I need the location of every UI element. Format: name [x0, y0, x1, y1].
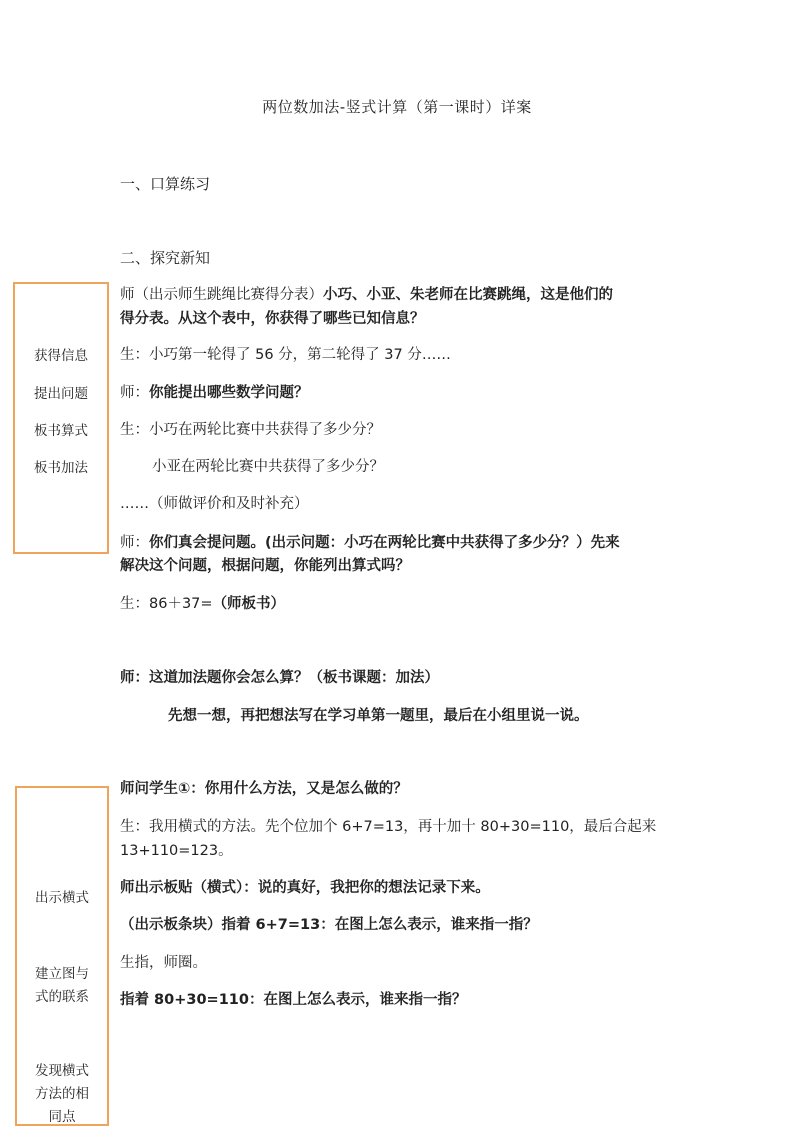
- margin-note: 同点: [48, 1109, 76, 1125]
- dialogue-line: [120, 382, 309, 404]
- dialogue-line: 师出示板贴（横式）：说的真好，我把你的想法记录下来。: [120, 880, 490, 896]
- text-span: 师：: [120, 535, 149, 551]
- dialogue-line: ……（师做评价和及时补充）: [120, 496, 309, 512]
- margin-note: 式的联系: [35, 989, 89, 1005]
- dialogue-line: [120, 593, 285, 615]
- text-span-bold: 你们真会提问题。(出示问题：小巧在两轮比赛中共获得了多少分？）先来: [149, 535, 620, 551]
- dialogue-line: 得分表。从这个表中，你获得了哪些已知信息？: [120, 311, 425, 327]
- margin-note-box-1: [13, 282, 109, 554]
- margin-note: 出示横式: [35, 890, 89, 906]
- dialogue-line: 生：小巧在两轮比赛中共获得了多少分？: [120, 422, 381, 438]
- margin-note: 提出问题: [34, 386, 88, 402]
- text-span-bold: 小巧、小亚、朱老师在比赛跳绳，这是他们的: [323, 287, 613, 303]
- dialogue-line: 生：小巧第一轮得了 56 分，第二轮得了 37 分……: [120, 347, 451, 363]
- margin-note: 板书加法: [34, 460, 88, 476]
- document-title: 两位数加法-竖式计算（第一课时）详案: [262, 98, 532, 116]
- dialogue-line: 小亚在两轮比赛中共获得了多少分？: [152, 459, 384, 475]
- dialogue-line: 13+110=123。: [120, 843, 233, 859]
- margin-note: 发现横式: [35, 1063, 89, 1079]
- text-span: 师（出示师生跳绳比赛得分表）: [120, 287, 323, 303]
- dialogue-line: 生指，师圈。: [120, 955, 207, 971]
- dialogue-line: （出示板条块）指着 6+7=13：在图上怎么表示，谁来指一指？: [120, 917, 538, 933]
- text-span-bold: （师板书）: [212, 596, 286, 612]
- text-span-bold: 你能提出哪些数学问题？: [149, 385, 309, 401]
- dialogue-line: [120, 284, 613, 306]
- dialogue-line: 先想一想，再把想法写在学习单第一题里，最后在小组里说一说。: [168, 708, 589, 724]
- margin-note: 板书算式: [34, 423, 88, 439]
- section-heading-oral-practice: 一、口算练习: [120, 175, 211, 193]
- margin-note: 建立图与: [35, 966, 89, 982]
- dialogue-line: 生：我用横式的方法。先个位加个 6+7=13，再十加十 80+30=110，最后合起来: [120, 819, 657, 835]
- dialogue-line: 指着 80+30=110：在图上怎么表示，谁来指一指？: [120, 992, 467, 1008]
- dialogue-line: 解决这个问题，根据问题，你能列出算式吗？: [120, 558, 410, 574]
- text-span: 师：: [120, 385, 149, 401]
- dialogue-line: 师：这道加法题你会怎么算？（板书课题：加法）: [120, 670, 439, 686]
- margin-note: 方法的相: [35, 1086, 89, 1102]
- dialogue-line: 师问学生①：你用什么方法，又是怎么做的？: [120, 781, 408, 797]
- section-heading-explore: 二、探究新知: [120, 249, 211, 267]
- margin-note: 获得信息: [34, 348, 88, 364]
- text-span: 生：86＋37=: [120, 596, 213, 612]
- dialogue-line: [120, 532, 620, 554]
